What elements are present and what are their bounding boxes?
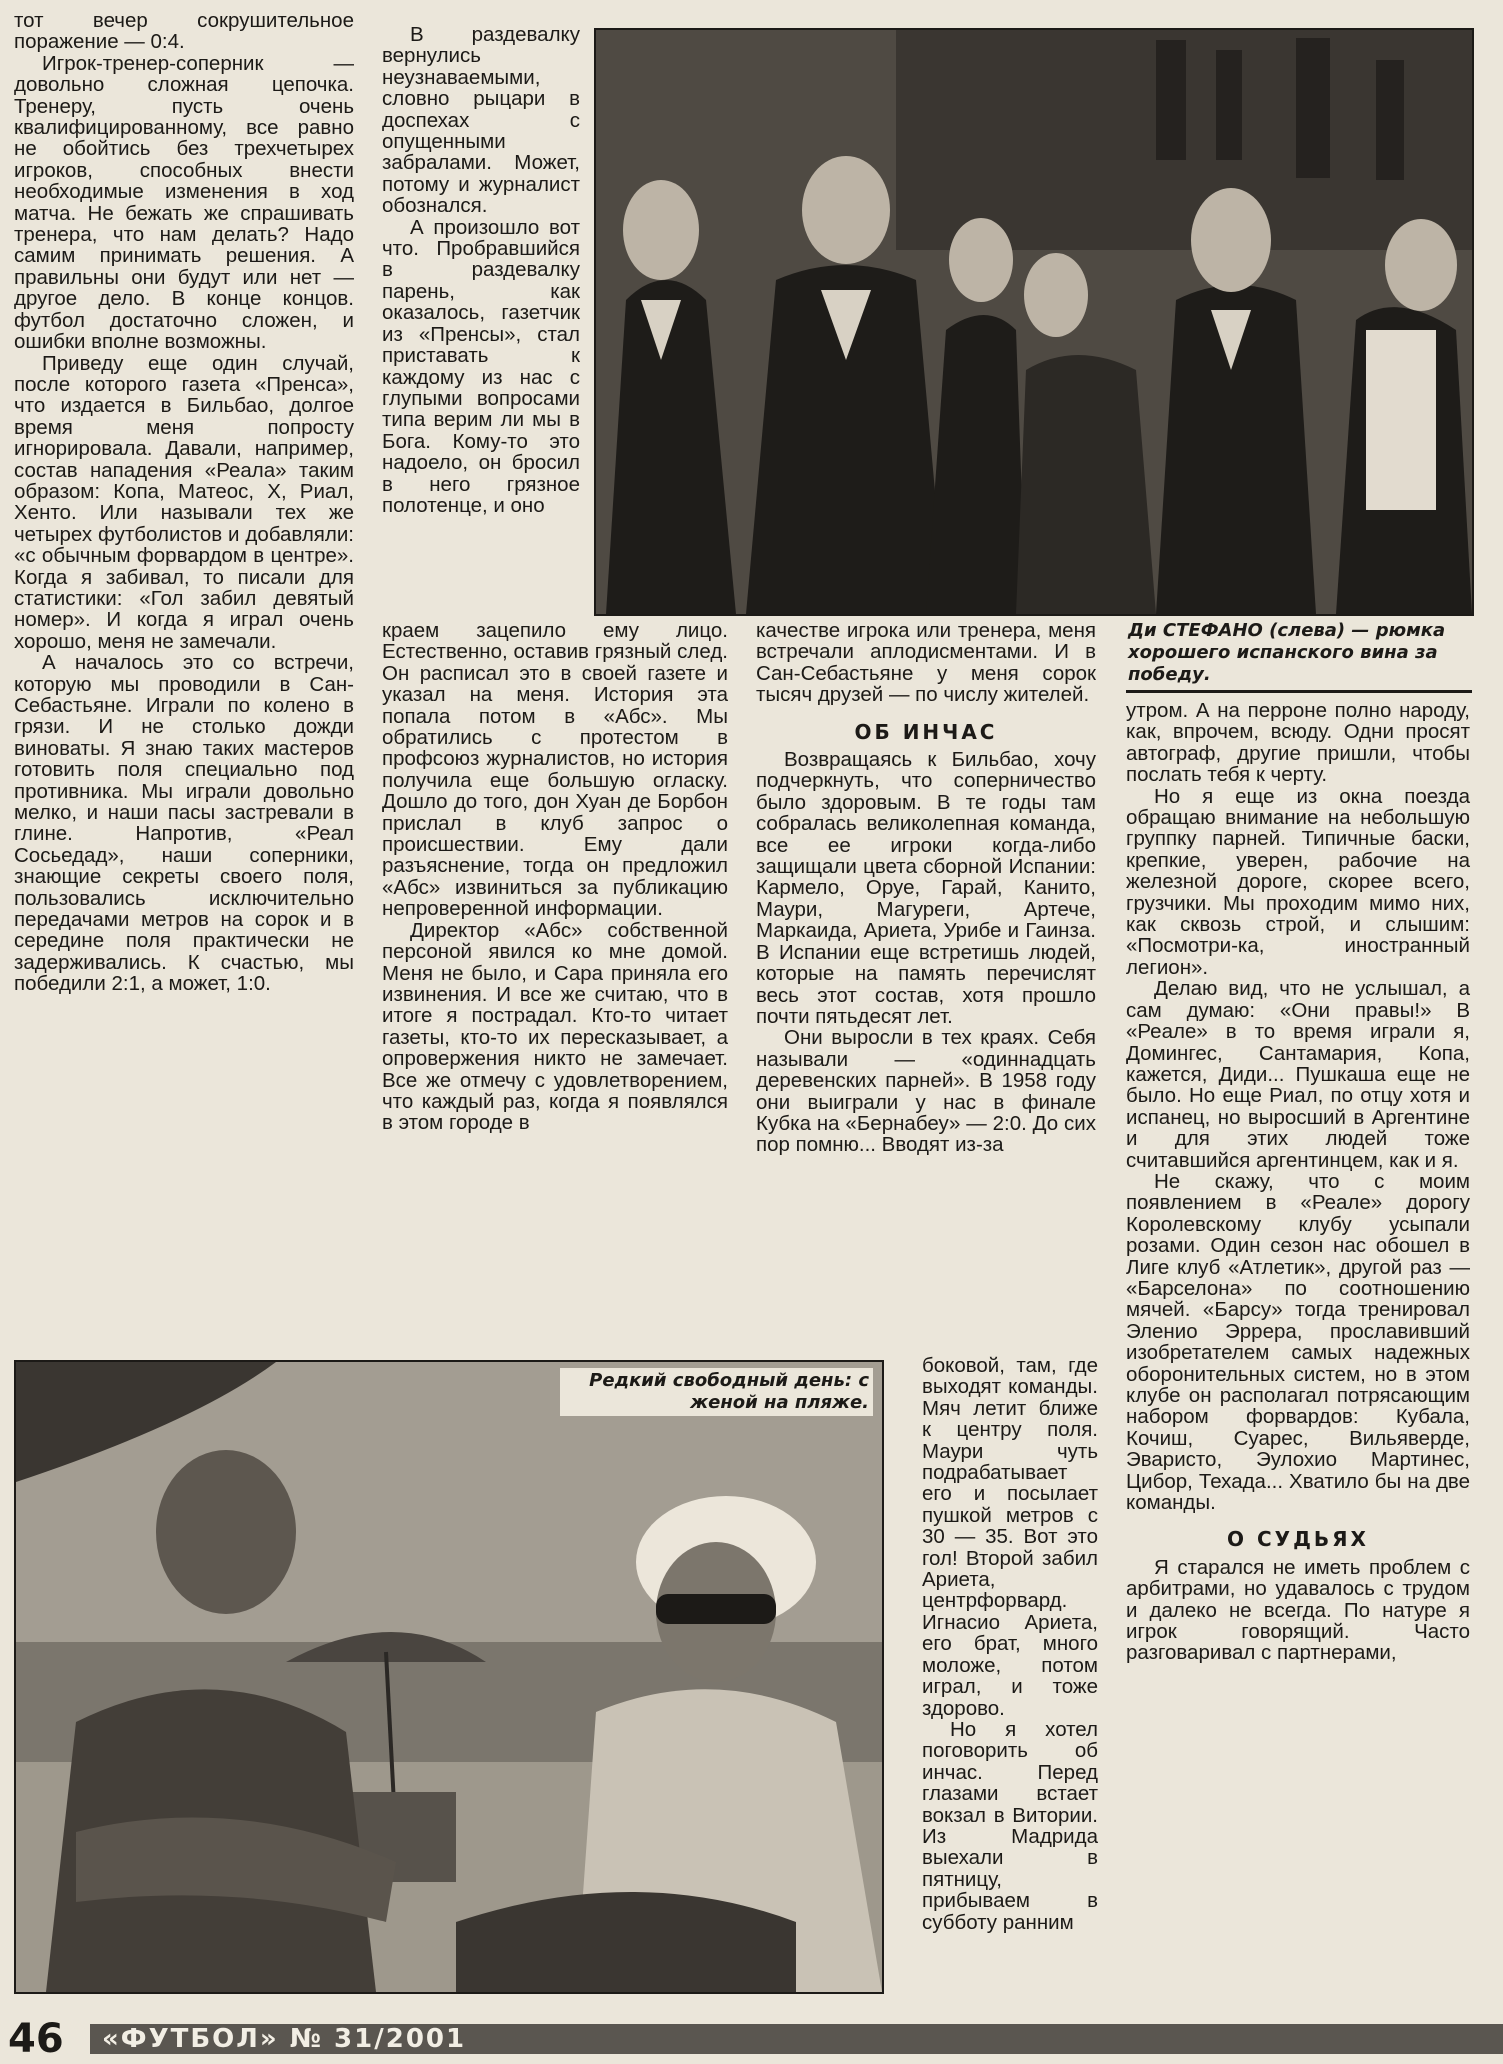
paragraph: Делаю вид, что не услышал, а сам думаю: «Они правы!» В «Реале» в то время играли я, Домингес, Сантамария, Копа, кажется, Диди... Пушкаша еще не было. Но еще Риал, по отцу хотя и испанец, но выросший в Аргентине и для этих людей тоже считавшийся аргентинцем, как и я.	[1126, 977, 1470, 1172]
section-heading-inchas: ОБ ИНЧАС	[854, 719, 998, 744]
beach-photo-illustration	[16, 1362, 882, 1992]
column-3-narrow	[922, 1355, 1098, 1995]
beach-photo-caption: Редкий свободный день: с женой на пляже.	[560, 1368, 873, 1416]
paragraph: А произошло вот что. Пробравшийся в раздевалку парень, как оказалось, газетчик из «Пренсы», стал приставать к каждому из нас с глупыми вопросами типа верим ли мы в Бога. Кому-то это надоело, он бросил в него грязное полотенце, и оно	[382, 215, 580, 517]
paragraph: В раздевалку вернулись неузнаваемыми, словно рыцари в доспехах с опущенными забралами. Может, потому и журналист обознался.	[382, 23, 580, 218]
paragraph: боковой, там, где выходят команды. Мяч летит ближе к центру поля. Маури чуть подрабатывает его и посылает пушкой метров с 30 — 35. Вот это гол! Второй забил Ариета, центрфорвард. Игнасио Ариета, его брат, много моложе, потом играл, и тоже здорово.	[922, 1354, 1098, 1720]
caption-divider	[1126, 690, 1472, 693]
column-1	[14, 10, 354, 1355]
paragraph: краем зацепило ему лицо. Естественно, оставив грязный след. Он расписал это в своей газете и указал на меня. История эта попала потом в «Абс». Мы обратились с протестом в профсоюз журналистов, но история получила еще большую огласку. Дошло до того, дон Хуан де Борбон прислал в клуб запрос о происшествии. Ему дали разъяснение, тогда он предложил «Абс» извиниться за публикацию непроверенной информации.	[382, 619, 728, 921]
column-2-wide	[382, 620, 728, 1355]
paragraph: Игрок-тренер-соперник — довольно сложная цепочка. Тренеру, пусть очень квалифицированному, все равно не обойтись без трехчетырех игроков, способных внести необходимые изменения в ход матча. Не бежать же спрашивать тренера, что нам делать? Надо самим принимать решения. А правильны они будут или нет — другое дело. В конце концов. футбол достаточно сложен, и ошибки вполне возможны.	[14, 51, 354, 354]
paragraph: утром. А на перроне полно народу, как, впрочем, всюду. Одни просят автограф, другие пришли, чтобы послать тебя к черту.	[1126, 699, 1470, 787]
paragraph: Но я хотел поговорить об инчас. Перед глазами встает вокзал в Витории. Из Мадрида выехали в пятницу, прибываем в субботу ранним	[922, 1717, 1098, 1934]
paragraph: Не скажу, что с моим появлением в «Реале» дорогу Королевскому клубу усыпали розами. Один сезон нас обошел в Лиге клуб «Атлетик», другой раз — «Барселона» по соотношению мячей. «Барсу» тогда тренировал Эленио Эррера, прославивший изобретателем самых надежных оборонительных систем, но в этом клубе он располагал потрясающим набором форвардов: Кубала, Кочиш, Суарес, Вильяверде, Эваристо, Эулохио Мартинес, Цибор, Техада... Хватило бы на две команды.	[1126, 1169, 1470, 1515]
paragraph: Но я еще из окна поезда обращаю внимание на небольшую группку парней. Типичные баски, крепкие, уверен, рабочие на железной дороге, скорее всего, грузчики. Мы проходим мимо них, как сквозь строй, и слышим: «Посмотри-ка, иностранный легион».	[1126, 784, 1470, 979]
page-number: 46	[8, 2016, 64, 2062]
paragraph: А началось это со встречи, которую мы проводили в Сан-Себастьяне. Играли по колено в грязи. И не столько дожди виноваты. Я знаю таких мастеров готовить поля специально под противника. Мы играли довольно мелко, и наши пасы застревали в глине. Напротив, «Реал Сосьедад», наши соперники, знающие секреты своего поля, пользовались исключительно передачами метров на сорок и в середине поля практически не задерживались. К счастью, мы победили 2:1, а может, 1:0.	[14, 651, 354, 996]
magazine-issue: «ФУТБОЛ» № 31/2001	[102, 2024, 467, 2054]
paragraph: Директор «Абс» собственной персоной явился ко мне домой. Меня не было, и Сара приняла его извинения. И все же считаю, что в итоге я пострадал. Кто-то читает газеты, кто-то их пересказывает, а опровержения никто не замечает. Все же отмечу с удовлетворением, что каждый раз, когда я появлялся в этом городе в	[382, 918, 728, 1135]
paragraph: качестве игрока или тренера, меня встречали аплодисментами. И в Сан-Себастьяне у меня сорок тысяч друзей — по числу жителей.	[756, 619, 1096, 707]
paragraph: Они выросли в тех краях. Себя называли — «одиннадцать деревенских парней». В 1958 году они выиграли у нас в финале Кубка на «Бернабеу» — 2:0. До сих пор помню... Вводят из-за	[756, 1026, 1096, 1157]
column-4	[1126, 700, 1470, 2020]
column-3-wide	[756, 620, 1096, 1360]
paragraph: Возвращаясь к Бильбао, хочу подчеркнуть, что соперничество было здоровым. В те годы там собралась великолепная команда, все ее игроки когда-либо защищали цвета сборной Испании: Кармело, Оруе, Гарай, Канито, Маури, Магуреги, Артече, Маркаида, Ариета, Урибе и Гаинза. В Испании еще встретишь людей, которые на память перечислят весь этот состав, хотя прошло почти пятьдесят лет.	[756, 748, 1096, 1028]
column-2-narrow	[382, 24, 580, 614]
section-heading-referees: О СУДЬЯХ	[1227, 1527, 1369, 1552]
group-photo-illustration	[596, 30, 1472, 614]
paragraph: Приведу еще один случай, после которого газета «Пренса», что издается в Бильбао, долгое время меня попросту игнорировала. Давали, например, состав нападения «Реала» таким образом: Копа, Матеос, Х, Риал, Хенто. Или называли тех же четырех футболистов и добавляли: «с обычным форвардом в центре». Когда я забивал, то писали для статистики: «Гол забил девятый номер». И когда я играл очень хорошо, меня не замечали.	[14, 351, 354, 653]
paragraph: тот вечер сокрушительное поражение — 0:4.	[14, 9, 354, 54]
beach-photo	[14, 1360, 884, 1994]
paragraph: Я старался не иметь проблем с арбитрами, но удавалось с трудом и далеко не всегда. По натуре я игрок говорящий. Часто разговаривал с партнерами,	[1126, 1555, 1470, 1665]
top-photo-caption: Ди СТЕФАНО (слева) — рюмка хорошего испанского вина за победу.	[1128, 620, 1446, 685]
top-photo	[594, 28, 1474, 616]
